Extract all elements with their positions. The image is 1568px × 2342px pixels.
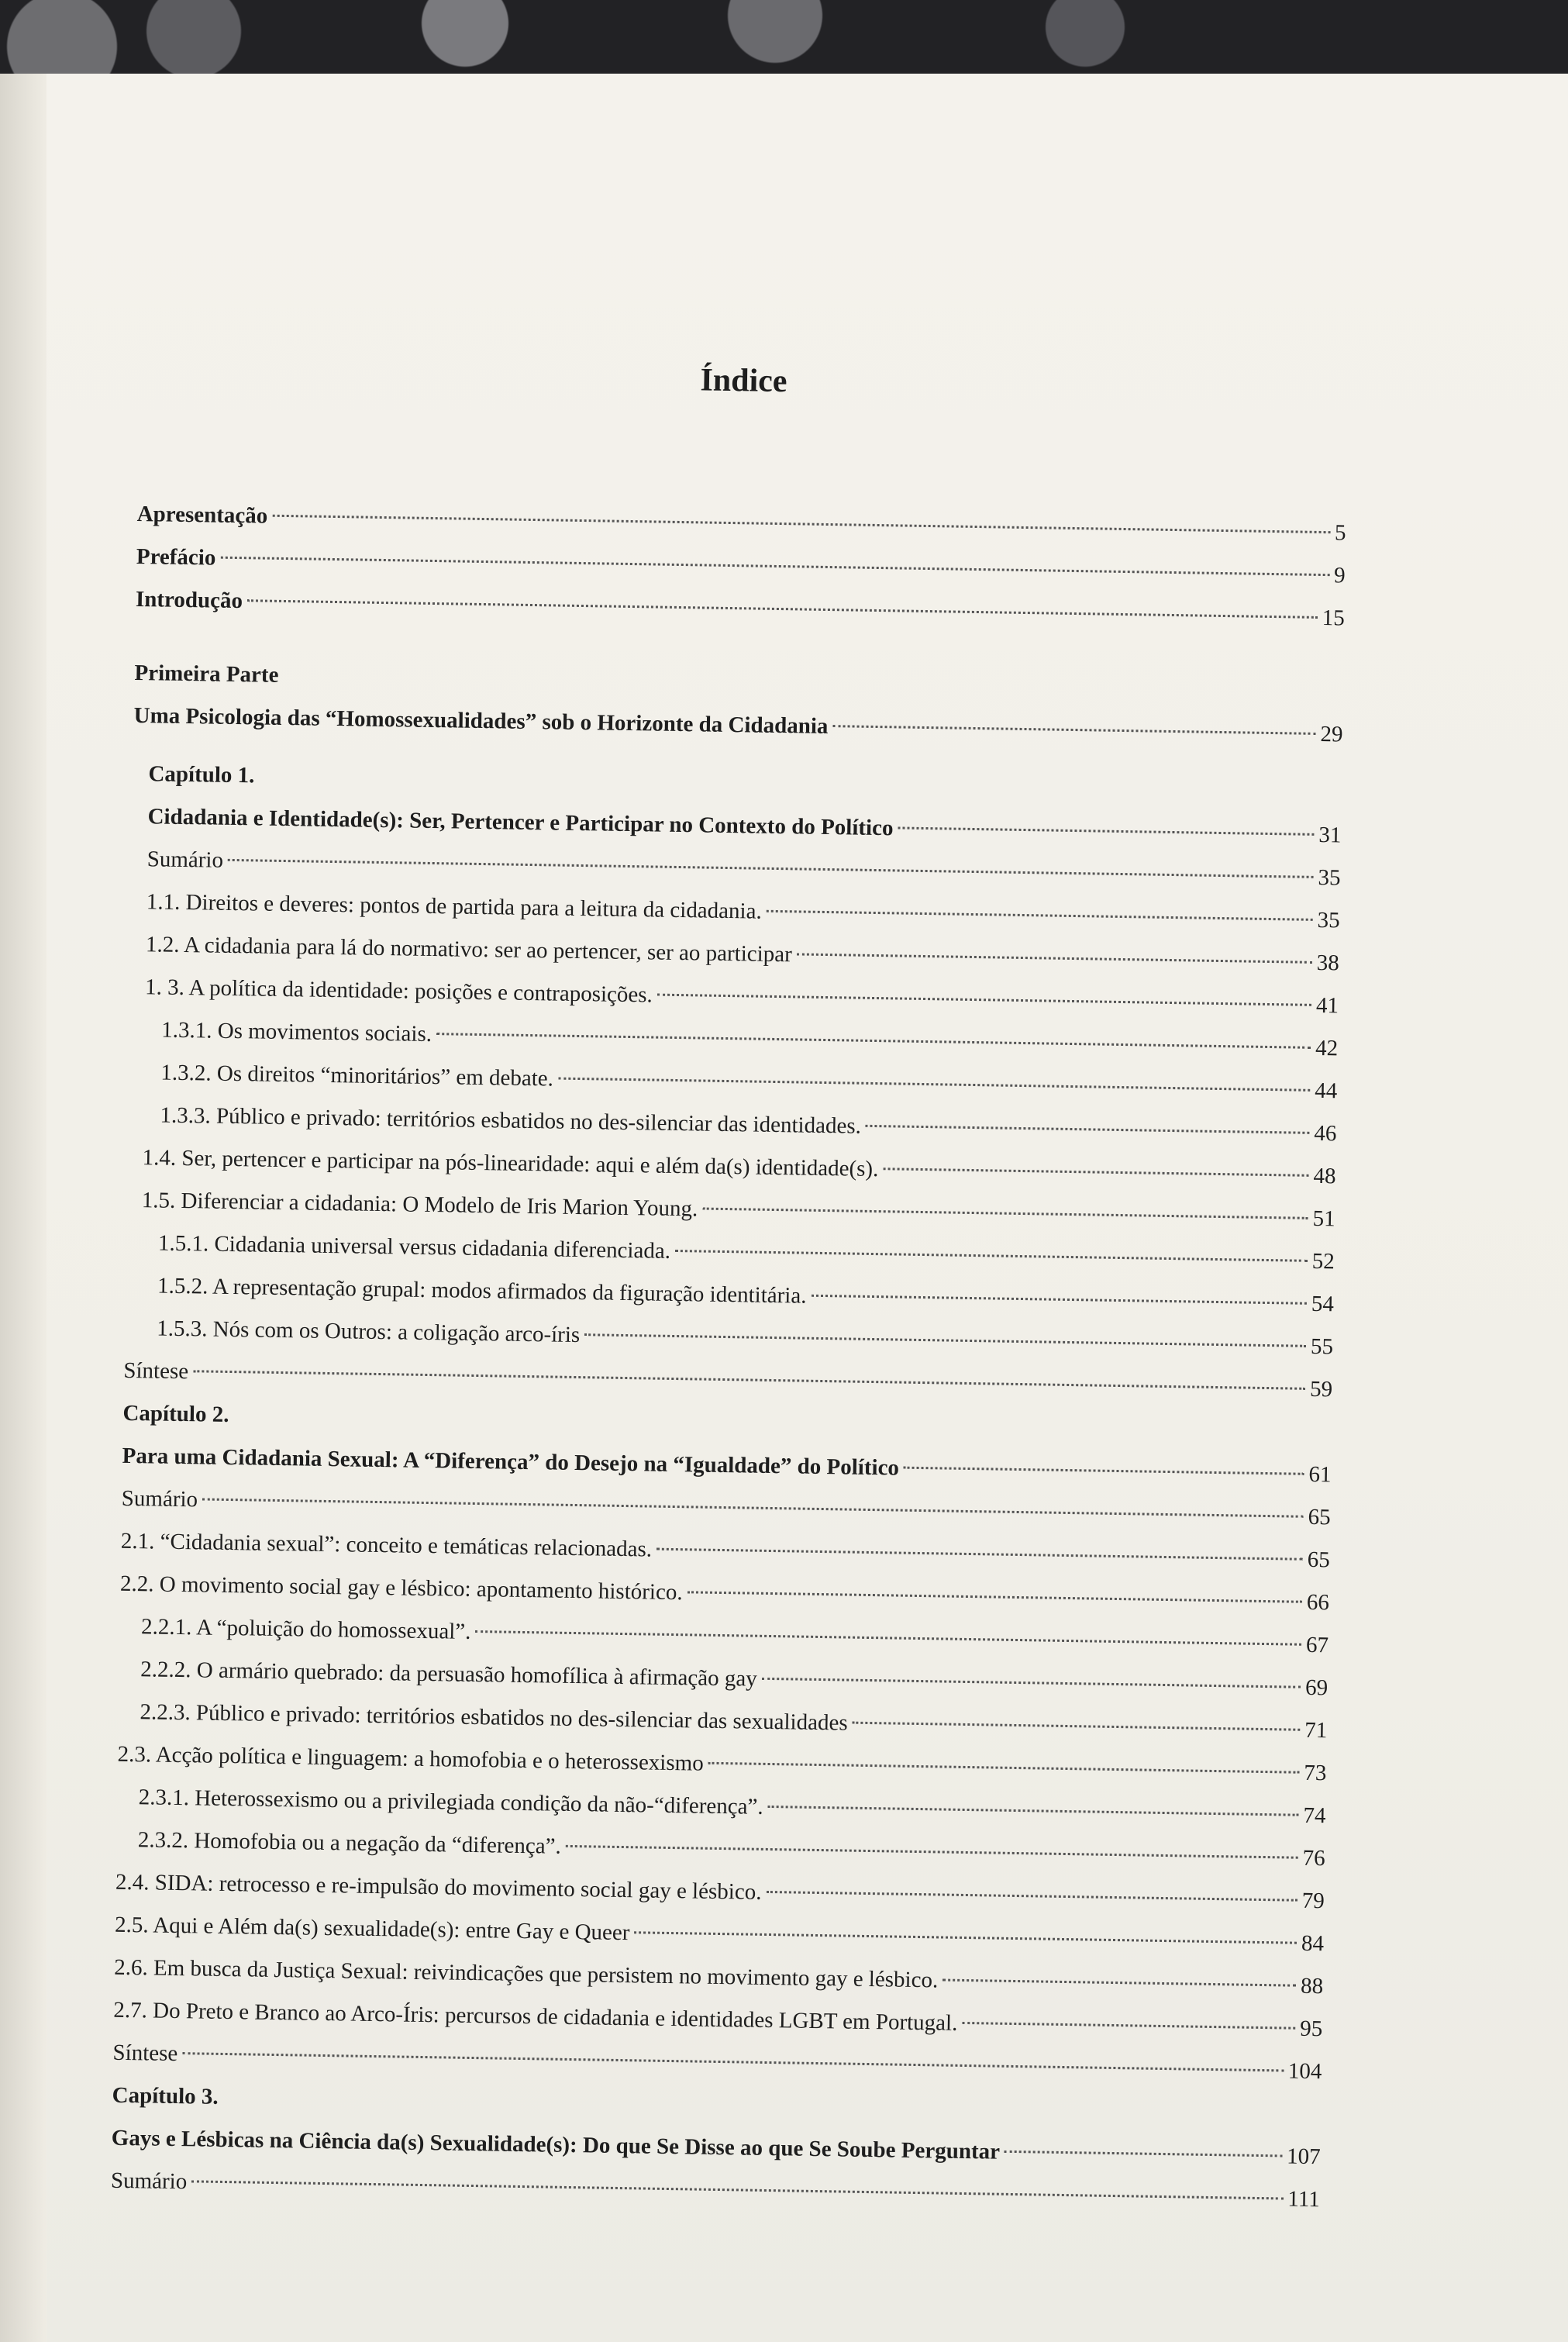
dot-leader (566, 1845, 1298, 1859)
toc-entry-text: 2.7. Do Preto e Branco ao Arco-Íris: percursos de cidadania e identidades LGBT em Portugal. (113, 1997, 958, 2036)
dot-leader (634, 1931, 1297, 1944)
toc-entry-page: 42 (1315, 1035, 1339, 1061)
dot-leader (762, 1678, 1301, 1688)
toc-entry-page: 44 (1314, 1078, 1338, 1104)
toc-entry-page: 88 (1300, 1973, 1324, 1999)
chapter-label: Capítulo 1. (148, 761, 255, 788)
page-gutter (0, 74, 47, 2342)
front-matter (135, 498, 1346, 645)
toc-entry-page: 9 (1333, 563, 1346, 588)
chapter-page: 107 (1286, 2144, 1321, 2170)
toc-entry-page: 5 (1334, 520, 1346, 546)
dot-leader (656, 1548, 1303, 1561)
toc-entry-text: Sumário (146, 847, 224, 873)
toc-entry-text: Introdução (135, 586, 243, 614)
table-of-contents (110, 353, 1348, 2226)
toc-entry-text: 2.5. Aqui e Além da(s) sexualidade(s): entre Gay e Queer (114, 1912, 630, 1946)
page-title: Índice (700, 362, 787, 400)
toc-entry-text: Apresentação (136, 501, 268, 529)
dot-leader (708, 1762, 1300, 1774)
toc-entry-text: 1.4. Ser, pertencer e participar na pós-linearidade: aqui e além da(s) identidade(s). (142, 1145, 879, 1182)
toc-entry-page: 95 (1299, 2016, 1323, 2042)
chapter-page: 31 (1318, 822, 1342, 848)
chapter-1 (123, 758, 1342, 1416)
part-page: 29 (1320, 721, 1343, 747)
dot-leader (558, 1078, 1310, 1092)
dot-leader (766, 1891, 1297, 1902)
toc-entry-page: 55 (1310, 1333, 1334, 1360)
dot-leader (767, 910, 1313, 921)
dot-leader (883, 1168, 1308, 1177)
toc-entry-text: 2.2.3. Público e privado: territórios esbatidos no des-silenciar das sexualidades (140, 1699, 848, 1736)
toc-entry-page: 73 (1304, 1760, 1327, 1786)
chapter-title: Cidadania e Identidade(s): Ser, Pertencer e Participar no Contexto do Político (147, 804, 894, 841)
dot-leader (943, 1979, 1296, 1987)
toc-entry-page: 41 (1315, 992, 1339, 1019)
toc-entry-page: 79 (1301, 1888, 1325, 1914)
dot-leader (962, 2022, 1295, 2030)
toc-entry-text: 1.5. Diferenciar a cidadania: O Modelo de Iris Marion Young. (141, 1188, 698, 1222)
toc-entry-text: 2.3.2. Homofobia ou a negação da “diferença”. (137, 1827, 561, 1859)
toc-entry-text: 1.2. A cidadania para lá do normativo: ser ao pertencer, ser ao participar (145, 932, 793, 967)
chapter-3 (110, 2080, 1321, 2226)
toc-entry-page: 67 (1305, 1632, 1329, 1658)
chapter-2-entries (112, 1483, 1331, 2099)
dot-leader (247, 599, 1318, 619)
toc-entry-page: 69 (1304, 1675, 1328, 1701)
toc-entry-text: 2.2.1. A “poluição do homossexual”. (140, 1614, 471, 1644)
book-page (0, 74, 1568, 2342)
chapter-label: Capítulo 3. (112, 2082, 219, 2109)
dot-leader (228, 859, 1314, 878)
part-label: Primeira Parte (134, 660, 279, 688)
toc-entry-page: 51 (1312, 1205, 1335, 1232)
toc-entry-text: Prefácio (136, 543, 216, 571)
toc-entry-text: Síntese (112, 2040, 178, 2067)
toc-entry-text: 2.6. Em busca da Justiça Sexual: reivindicações que persistem no movimento gay e lésbico. (114, 1954, 939, 1993)
toc-entry-page: 59 (1309, 1376, 1333, 1402)
toc-entry-page: 76 (1302, 1845, 1325, 1871)
chapter-title: Gays e Lésbicas na Ciência da(s) Sexualidade(s): Do que Se Disse ao que Se Soube Perguntar (111, 2125, 1001, 2164)
dot-leader (220, 557, 1329, 576)
toc-entry-text: Sumário (121, 1485, 198, 1512)
toc-entry-page: 111 (1287, 2186, 1321, 2213)
toc-entry-page: 48 (1313, 1163, 1336, 1189)
toc-entry-text: 2.3.1. Heterossexismo ou a privilegiada condição da não-“diferença”. (138, 1785, 763, 1819)
dot-leader (193, 1370, 1305, 1390)
chapter-1-entries (123, 843, 1341, 1416)
dot-leader (904, 1467, 1304, 1475)
toc-entry-text: 2.4. SIDA: retrocesso e re-impulsão do movimento social gay e lésbico. (115, 1869, 762, 1905)
dot-leader (272, 515, 1330, 533)
dot-leader (853, 1722, 1301, 1731)
toc-entry-page: 65 (1308, 1504, 1331, 1530)
dot-leader (191, 2180, 1283, 2199)
dot-leader (475, 1630, 1301, 1646)
dot-leader (768, 1806, 1299, 1816)
toc-entry-page: 15 (1322, 605, 1346, 631)
toc-entry-page: 71 (1304, 1717, 1328, 1744)
toc-entry-text: 2.2. O movimento social gay e lésbico: apontamento histórico. (119, 1571, 683, 1606)
chapter-title: Para uma Cidadania Sexual: A “Diferença” do Desejo na “Igualdade” do Político (122, 1443, 900, 1481)
toc-entry-page: 35 (1318, 864, 1341, 891)
toc-entry-page: 52 (1311, 1248, 1335, 1274)
toc-entry-text: 1.1. Direitos e deveres: pontos de partida para a leitura da cidadania. (146, 889, 762, 924)
toc-entry-page: 66 (1306, 1589, 1330, 1616)
dot-leader (436, 1033, 1311, 1049)
dot-leader (1005, 2151, 1282, 2157)
toc-entry-text: 1.3.3. Público e privado: territórios esbatidos no des-silenciar das identidades. (160, 1102, 862, 1139)
toc-entry-text: 1.5.3. Nós com os Outros: a coligação arco-íris (156, 1316, 581, 1348)
toc-entry-page: 35 (1317, 907, 1340, 933)
toc-entry-page: 38 (1316, 950, 1340, 976)
toc-entry-page: 104 (1287, 2058, 1322, 2085)
dot-leader (202, 1498, 1304, 1517)
dot-leader (675, 1250, 1308, 1262)
toc-entry-text: 1.3.1. Os movimentos sociais. (161, 1017, 432, 1047)
toc-entry-text: 2.2.2. O armário quebrado: da persuasão homofílica à afirmação gay (140, 1657, 758, 1692)
toc-entry-page: 65 (1307, 1547, 1330, 1573)
chapter-2 (112, 1398, 1332, 2099)
part-title: Uma Psicologia das “Homossexualidades” sob o Horizonte da Cidadania (133, 702, 829, 740)
toc-entry-page: 74 (1303, 1802, 1326, 1829)
toc-entry-text: 2.1. “Cidadania sexual”: conceito e temáticas relacionadas. (120, 1528, 653, 1562)
chapter-label: Capítulo 2. (122, 1400, 229, 1427)
toc-entry-text: 1.5.2. A representação grupal: modos afirmados da figuração identitária. (157, 1273, 807, 1309)
chapter-page: 61 (1308, 1461, 1332, 1488)
dot-leader (811, 1295, 1306, 1305)
toc-entry-page: 46 (1314, 1120, 1337, 1147)
dot-leader (182, 2052, 1284, 2071)
toc-entry-page: 54 (1311, 1291, 1335, 1317)
toc-entry-text: 2.3. Acção política e linguagem: a homofobia e o heterossexismo (117, 1741, 704, 1776)
toc-entry-page: 84 (1301, 1930, 1325, 1957)
dot-leader (584, 1333, 1306, 1347)
dot-leader (702, 1208, 1308, 1219)
toc-entry-text: 1. 3. A política da identidade: posições e contraposições. (144, 974, 653, 1008)
dot-leader (688, 1591, 1302, 1602)
dot-leader (866, 1125, 1310, 1134)
dot-leader (898, 826, 1314, 835)
dot-leader (797, 953, 1312, 963)
dot-leader (832, 725, 1315, 735)
dot-leader (657, 994, 1311, 1006)
toc-entry-text: Sumário (110, 2168, 188, 2195)
toc-entry-text: Síntese (123, 1357, 189, 1385)
toc-entry-text: 1.5.1. Cidadania universal versus cidadania diferenciada. (157, 1230, 671, 1264)
toc-entry-text: 1.3.2. Os direitos “minoritários” em debate. (160, 1060, 554, 1092)
